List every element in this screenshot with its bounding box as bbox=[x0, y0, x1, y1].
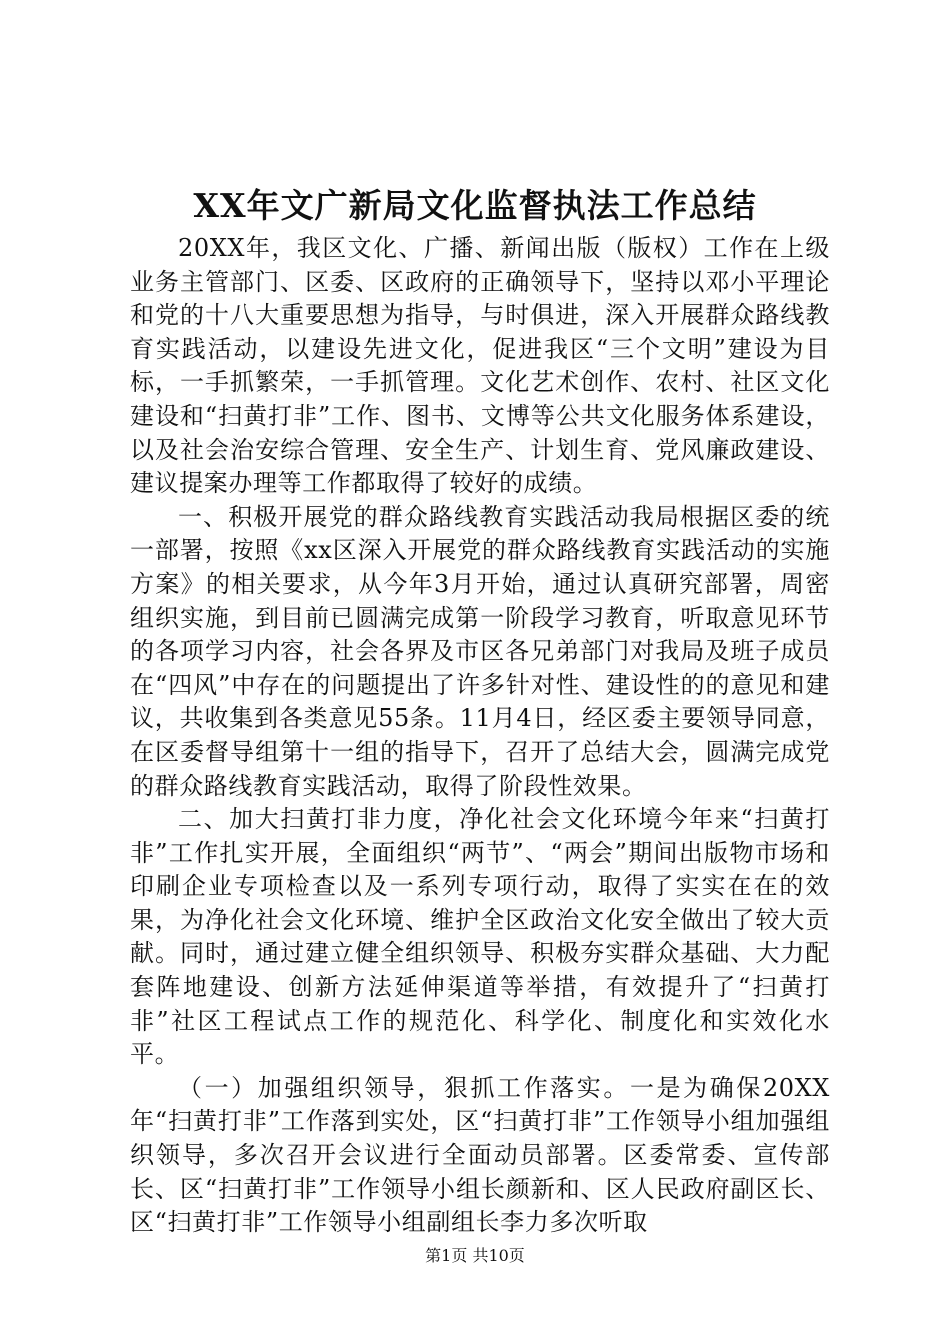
paragraph-intro: 20XX年，我区文化、广播、新闻出版（版权）工作在上级业务主管部门、区委、区政府的正确领导下，坚持以邓小平理论和党的十八大重要思想为指导，与时俱进，深入开展群众路线教育实践活动，以建设先进文化，促进我区“三个文明”建设为目标，一手抓繁荣，一手抓管理。文化艺术创作、农村、社区文化建设和“扫黄打非”工作、图书、文博等公共文化服务体系建设，以及社会治安综合管理、安全生产、计划生育、党风廉政建设、建议提案办理等工作都取得了较好的成绩。 bbox=[130, 234, 830, 498]
page-number-footer: 第1页 共10页 bbox=[425, 1246, 525, 1265]
paragraph-section-1: 一、积极开展党的群众路线教育实践活动我局根据区委的统一部署，按照《xx区深入开展党的群众路线教育实践活动的实施方案》的相关要求，从今年3月开始，通过认真研究部署，周密组织实施，到目前已圆满完成第一阶段学习教育，听取意见环节的各项学习内容，社会各界及市区各兄弟部门对我局及班子成员在“四风”中存在的问题提出了许多针对性、建设性的的意见和建议，共收集到各类意见55条。11月4日，经区委主要领导同意，在区委督导组第十一组的指导下，召开了总结大会，圆满完成党的群众路线教育实践活动，取得了阶段性效果。 bbox=[130, 502, 830, 800]
document-body bbox=[130, 232, 830, 1240]
document-title: XX年文广新局文化监督执法工作总结 bbox=[193, 186, 757, 225]
paragraph-subsection-1: （一）加强组织领导，狠抓工作落实。一是为确保20XX年“扫黄打非”工作落到实处，区“扫黄打非”工作领导小组加强组织领导，多次召开会议进行全面动员部署。区委常委、宣传部长、区“扫黄打非”工作领导小组长颜新和、区人民政府副区长、区“扫黄打非”工作领导小组副组长李力多次听取 bbox=[130, 1073, 830, 1237]
paragraph-section-2: 二、加大扫黄打非力度，净化社会文化环境今年来“扫黄打非”工作扎实开展，全面组织“两节”、“两会”期间出版物市场和印刷企业专项检查以及一系列专项行动，取得了实实在在的效果，为净化社会文化环境、维护全区政治文化安全做出了较大贡献。同时，通过建立健全组织领导、积极夯实群众基础、大力配套阵地建设、创新方法延伸渠道等举措，有效提升了“扫黄打非”社区工程试点工作的规范化、科学化、制度化和实效化水平。 bbox=[130, 805, 830, 1069]
